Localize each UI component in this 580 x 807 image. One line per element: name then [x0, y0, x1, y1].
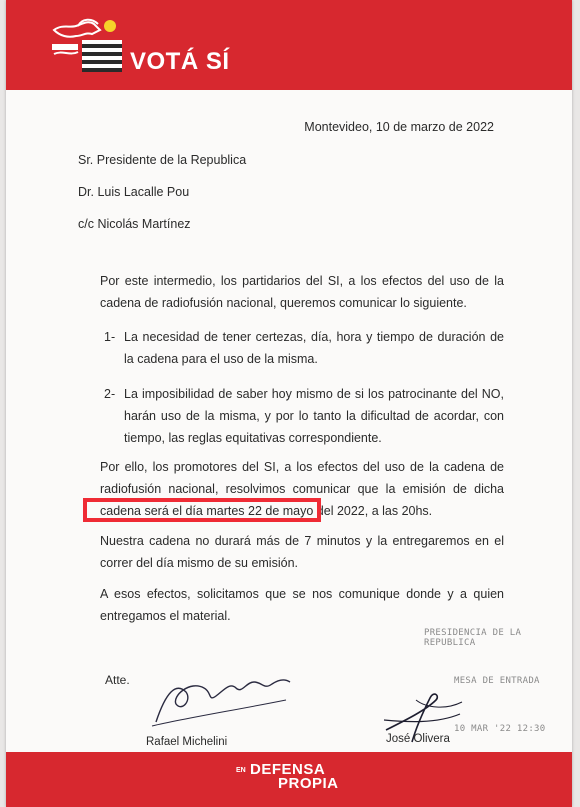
letter-page	[6, 0, 572, 807]
list-number: 1-	[104, 330, 116, 344]
list-text: La necesidad de tener certezas, día, hora y tiempo de duración de la cadena para el uso de la misma.	[124, 330, 504, 366]
footer-logo-line2: PROPIA	[278, 775, 339, 792]
footer-logo-line1: DEFENSA	[250, 761, 326, 778]
closing: Atte.	[105, 673, 130, 687]
recipient-1: Sr. Presidente de la Republica	[78, 153, 247, 167]
request-paragraph: A esos efectos, solicitamos que se nos comunique donde y a quien entregamos el material.	[100, 587, 504, 623]
resolution-paragraph: Por ello, los promotores del SI, a los efectos del uso de la cadena de radiofusión nacional, resolvimos comunicar que la emisión de dicha cadena será el día martes 22 de mayo del 2022, a las 20hs.	[100, 460, 504, 518]
recipient-2: Dr. Luis Lacalle Pou	[78, 185, 190, 199]
stamp-received: 10 MAR '22 12:30	[454, 724, 546, 734]
list-number: 2-	[104, 387, 116, 401]
list-item	[100, 383, 504, 449]
duration-paragraph: Nuestra cadena no durará más de 7 minutos y la entregaremos en el correr del día mismo de su emisión.	[100, 534, 504, 570]
footer-logo-small: EN	[236, 767, 246, 774]
stamp-desk: MESA DE ENTRADA	[454, 676, 540, 686]
recipient-cc: c/c Nicolás Martínez	[78, 217, 191, 231]
highlight-box	[83, 498, 321, 522]
hand-flag-logo-icon	[48, 16, 128, 76]
logo-text: VOTÁ SÍ	[130, 48, 230, 75]
letterhead-banner	[6, 0, 572, 90]
points-list	[100, 326, 504, 462]
signatory-2: José Olivera	[386, 733, 450, 745]
intro-paragraph: Por este intermedio, los partidarios del SI, a los efectos del uso de la cadena de radiofusión nacional, queremos comunicar lo siguiente.	[100, 274, 504, 310]
list-text: La imposibilidad de saber hoy mismo de si los patrocinante del NO, harán uso de la misma, y por lo tanto la dificultad de acordar, con tiempo, las reglas equitativas correspondiente.	[124, 387, 504, 445]
stamp-office: PRESIDENCIA DE LA REPUBLICA	[424, 628, 522, 648]
signature-michelini-icon	[146, 652, 296, 732]
list-item	[100, 326, 504, 370]
signatory-1: Rafael Michelini	[146, 736, 228, 748]
place-date: Montevideo, 10 de marzo de 2022	[304, 120, 494, 134]
